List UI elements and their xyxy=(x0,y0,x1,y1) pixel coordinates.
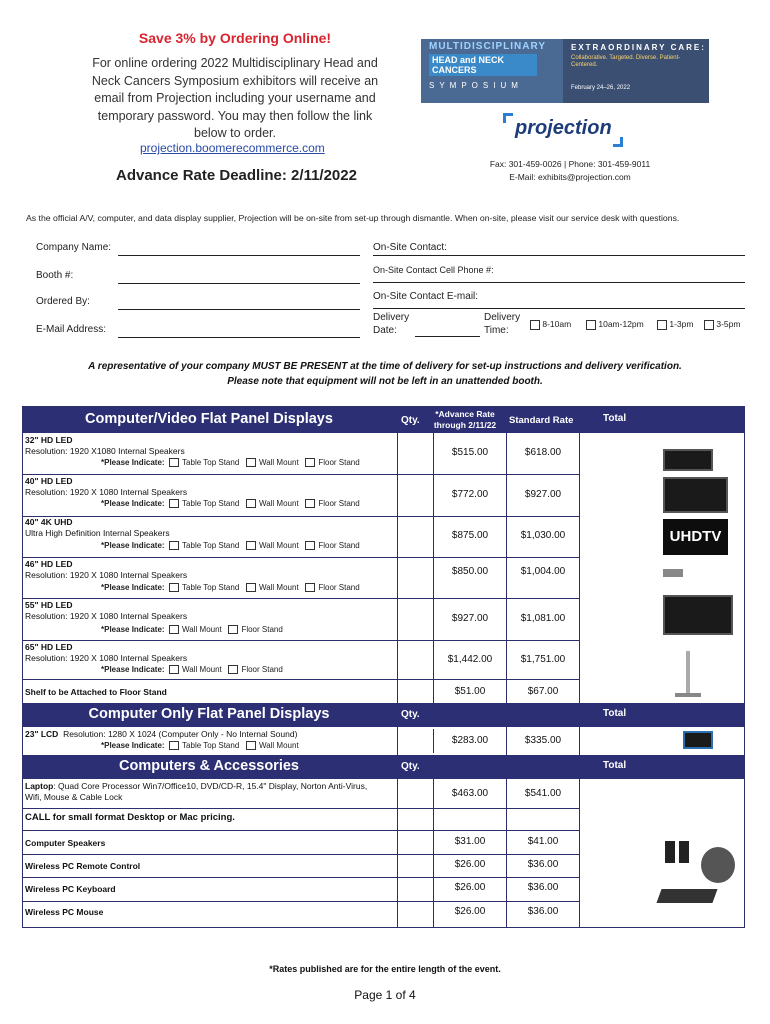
delivery-date-label xyxy=(373,311,409,337)
option-label: Wall Mount xyxy=(258,741,299,750)
item-name: Computer Speakers xyxy=(25,838,106,848)
option-checkbox[interactable] xyxy=(169,583,179,592)
option-checkbox[interactable] xyxy=(169,499,179,508)
stand-options xyxy=(101,583,360,592)
col-qty: Qty. xyxy=(401,709,420,720)
option-checkbox[interactable] xyxy=(305,499,315,508)
item-name: 46" HD LED xyxy=(25,559,73,569)
advance-price: $1,442.00 xyxy=(447,654,493,665)
projection-logo xyxy=(503,113,623,147)
save-title: Save 3% by Ordering Online! xyxy=(138,30,332,46)
option-checkbox[interactable] xyxy=(246,458,256,467)
advance-price: $51.00 xyxy=(454,686,486,697)
option-checkbox[interactable] xyxy=(169,541,179,550)
item-spec: : Quad Core Processor Win7/Office10, DVD/CD-R, 15.4" Display, Norton Anti-Virus, Wifi, Mouse & Cable Lock xyxy=(25,781,368,802)
advance-price: $772.00 xyxy=(451,489,489,500)
option-checkbox[interactable] xyxy=(246,741,256,750)
please-indicate: *Please Indicate: xyxy=(101,741,165,750)
option-label: Wall Mount xyxy=(258,541,299,550)
company-name-field[interactable] xyxy=(118,255,360,256)
option-label: Wall Mount xyxy=(182,665,222,674)
option-checkbox[interactable] xyxy=(305,458,315,467)
advance-price: $283.00 xyxy=(451,735,489,746)
option-label: Floor Stand xyxy=(318,541,360,550)
col-qty: Qty. xyxy=(401,761,420,772)
stand-options xyxy=(101,541,360,550)
pricing-table xyxy=(22,406,745,928)
option-checkbox[interactable] xyxy=(228,625,238,634)
fax-phone: Fax: 301-459-0026 | Phone: 301-459-9011 xyxy=(489,159,651,169)
item-spec: Resolution: 1920 X 1080 Internal Speakers xyxy=(25,652,188,663)
item-name: 65" HD LED xyxy=(25,642,73,652)
item-name: Wireless PC Mouse xyxy=(25,907,104,917)
time-checkbox[interactable] xyxy=(704,320,714,330)
option-checkbox[interactable] xyxy=(169,458,179,467)
item-name: Laptop xyxy=(25,781,54,791)
option-checkbox[interactable] xyxy=(169,741,179,750)
advance-price: $927.00 xyxy=(451,613,489,624)
option-label: Floor Stand xyxy=(241,625,283,634)
remote-image xyxy=(701,847,735,883)
banner-line2: HEAD and NECK CANCERS xyxy=(429,54,537,76)
option-label: Wall Mount xyxy=(258,499,299,508)
option-checkbox[interactable] xyxy=(246,583,256,592)
ordered-by-field[interactable] xyxy=(118,309,360,310)
standard-price: $335.00 xyxy=(524,735,562,746)
floor-stand-image xyxy=(686,651,690,693)
advance-price: $463.00 xyxy=(451,788,489,799)
please-indicate: *Please Indicate: xyxy=(101,541,165,550)
uhd-tv-image: UHDTV xyxy=(663,519,728,555)
option-label: Floor Stand xyxy=(318,458,360,467)
time-label: 3-5pm xyxy=(716,319,741,329)
standard-price: $927.00 xyxy=(524,489,562,500)
col-advance: *Advance Rate through 2/11/22 xyxy=(433,409,497,430)
tv-image xyxy=(663,595,733,635)
advance-price: $31.00 xyxy=(454,836,486,847)
time-label: 1-3pm xyxy=(669,319,694,329)
section-title: Computer/Video Flat Panel Displays xyxy=(85,411,333,427)
please-indicate: *Please Indicate: xyxy=(101,458,165,467)
standard-price: $36.00 xyxy=(527,906,559,917)
delivery-date-label-1: Delivery xyxy=(373,312,410,323)
rates-footnote: *Rates published are for the entire length of the event. xyxy=(269,964,501,974)
option-checkbox[interactable] xyxy=(228,665,238,674)
section-header-computer-displays xyxy=(23,703,744,727)
option-checkbox[interactable] xyxy=(305,541,315,550)
item-spec: Resolution: 1280 X 1024 (Computer Only - No Internal Sound) xyxy=(63,729,298,739)
representative-note xyxy=(0,359,770,389)
option-checkbox[interactable] xyxy=(246,541,256,550)
delivery-time-label-1: Delivery xyxy=(484,312,521,323)
banner-right3: February 24–26, 2022 xyxy=(571,85,631,91)
standard-price: $1,751.00 xyxy=(520,654,566,665)
standard-price: $67.00 xyxy=(527,686,559,697)
item-name: Shelf to be Attached to Floor Stand xyxy=(25,687,167,697)
section-title: Computer Only Flat Panel Displays xyxy=(88,706,330,722)
company-name-label: Company Name: xyxy=(36,242,112,253)
advance-price: $850.00 xyxy=(451,566,489,577)
item-name: 32" HD LED xyxy=(25,435,73,445)
banner-right1: EXTRAORDINARY CARE: xyxy=(571,43,706,52)
option-label: Floor Stand xyxy=(318,583,360,592)
standard-price: $1,081.00 xyxy=(520,613,566,624)
option-label: Table Top Stand xyxy=(182,499,240,508)
advance-price: $515.00 xyxy=(451,447,489,458)
col-qty: Qty. xyxy=(401,415,420,426)
option-label: Table Top Stand xyxy=(182,583,240,592)
time-checkbox[interactable] xyxy=(657,320,667,330)
stand-options xyxy=(101,499,360,508)
time-label: 8-10am xyxy=(542,319,572,329)
col-total: Total xyxy=(603,413,627,424)
product-logo-image xyxy=(663,569,683,577)
standard-price: $618.00 xyxy=(524,447,562,458)
keyboard-image xyxy=(656,889,717,903)
stand-options xyxy=(101,741,299,750)
deadline-heading: Advance Rate Deadline: 2/11/2022 xyxy=(116,167,357,184)
option-label: Table Top Stand xyxy=(182,458,240,467)
item-spec: Resolution: 1920 X1080 Internal Speakers xyxy=(25,445,185,456)
banner-line1: MULTIDISCIPLINARY xyxy=(429,41,546,52)
intro-text: For online ordering 2022 Multidisciplinary Head and Neck Cancers Symposium exhibitors will receive an email from Projection including your username and temporary password. You may then follow the link below to order. xyxy=(91,56,379,140)
option-checkbox[interactable] xyxy=(305,583,315,592)
option-label: Wall Mount xyxy=(258,583,299,592)
time-checkbox[interactable] xyxy=(530,320,540,330)
col-total: Total xyxy=(603,760,627,771)
standard-price: $541.00 xyxy=(524,788,562,799)
speaker-image xyxy=(679,841,689,863)
option-label: Table Top Stand xyxy=(182,741,240,750)
stand-options xyxy=(101,625,283,634)
call-note: CALL for small format Desktop or Mac pricing. xyxy=(25,812,235,823)
page-number: Page 1 of 4 xyxy=(354,988,416,1002)
col-total: Total xyxy=(603,708,627,719)
advance-price: $26.00 xyxy=(454,882,486,893)
item-name: 55" HD LED xyxy=(25,600,73,610)
please-indicate: *Please Indicate: xyxy=(101,583,165,592)
delivery-time-option-3[interactable] xyxy=(657,319,693,330)
section-title: Computers & Accessories xyxy=(119,758,299,774)
onsite-email-field[interactable] xyxy=(373,308,745,309)
item-spec: Resolution: 1920 X 1080 Internal Speakers xyxy=(25,486,188,497)
section-header-computers xyxy=(23,755,744,779)
banner-line3: SYMPOSIUM xyxy=(429,81,523,90)
please-indicate: *Please Indicate: xyxy=(101,499,165,508)
logo-text: projection xyxy=(515,117,612,139)
option-label: Floor Stand xyxy=(318,499,360,508)
item-spec: Resolution: 1920 X 1080 Internal Speakers xyxy=(25,569,188,580)
please-indicate: *Please Indicate: xyxy=(101,625,165,634)
onsite-cell-field[interactable] xyxy=(373,282,745,283)
stand-options xyxy=(101,665,283,674)
tv-image xyxy=(663,449,713,471)
item-name: 40" HD LED xyxy=(25,476,73,486)
advance-price: $26.00 xyxy=(454,859,486,870)
onsite-email-label: On-Site Contact E-mail: xyxy=(373,291,479,302)
advance-price: $875.00 xyxy=(451,530,489,541)
standard-price: $1,004.00 xyxy=(520,566,566,577)
floor-stand-base xyxy=(675,693,701,697)
standard-price: $41.00 xyxy=(527,836,559,847)
onsite-contact-label: On-Site Contact: xyxy=(373,242,447,253)
option-label: Table Top Stand xyxy=(182,541,240,550)
option-label: Wall Mount xyxy=(182,625,222,634)
monitor-image xyxy=(683,731,713,749)
contact-email: E-Mail: exhibits@projection.com xyxy=(509,172,631,182)
option-label: Floor Stand xyxy=(241,665,283,674)
email-address-label: E-Mail Address: xyxy=(36,324,107,335)
banner-right2: Collaborative. Targeted. Diverse. Patient-Centered. xyxy=(571,55,681,68)
email-address-field[interactable] xyxy=(118,337,360,338)
ordering-link[interactable]: projection.boomerecommerce.com xyxy=(140,141,325,155)
delivery-date-field[interactable] xyxy=(415,336,480,337)
col-standard: Standard Rate xyxy=(509,415,574,426)
tv-image xyxy=(663,477,728,513)
option-checkbox[interactable] xyxy=(169,625,179,634)
rep-note-line2: Please note that equipment will not be left in an unattended booth. xyxy=(227,376,543,387)
item-name: 23" LCD xyxy=(25,729,59,739)
standard-price: $36.00 xyxy=(527,859,559,870)
contact-info xyxy=(470,158,670,184)
booth-label: Booth #: xyxy=(36,270,74,281)
delivery-time-option-2[interactable] xyxy=(586,319,644,330)
delivery-time-option-4[interactable] xyxy=(704,319,740,330)
delivery-time-option-1[interactable] xyxy=(530,319,571,330)
stand-options xyxy=(101,458,360,467)
symposium-banner xyxy=(421,39,709,103)
option-checkbox[interactable] xyxy=(246,499,256,508)
speaker-image xyxy=(665,841,675,863)
delivery-time-label-2: Time: xyxy=(484,325,509,336)
onsite-contact-field[interactable] xyxy=(373,255,745,256)
item-spec: Ultra High Definition Internal Speakers xyxy=(25,527,170,538)
time-label: 10am-12pm xyxy=(598,319,644,329)
option-checkbox[interactable] xyxy=(169,665,179,674)
time-checkbox[interactable] xyxy=(586,320,596,330)
delivery-time-label xyxy=(484,311,520,337)
ordered-by-label: Ordered By: xyxy=(36,296,90,307)
booth-field[interactable] xyxy=(118,283,360,284)
onsite-cell-label: On-Site Contact Cell Phone #: xyxy=(373,265,494,275)
item-name: 40" 4K UHD xyxy=(25,517,73,527)
official-note: As the official A/V, computer, and data display supplier, Projection will be on-site from set-up through dismantle. When on-site, please visit our service desk with questions. xyxy=(26,213,680,223)
section-header-displays xyxy=(23,407,744,433)
standard-price: $36.00 xyxy=(527,882,559,893)
please-indicate: *Please Indicate: xyxy=(101,665,165,674)
standard-price: $1,030.00 xyxy=(520,530,566,541)
rep-note-line1: A representative of your company MUST BE PRESENT at the time of delivery for set-up instructions and delivery verification. xyxy=(88,361,682,372)
advance-price: $26.00 xyxy=(454,906,486,917)
item-name: Wireless PC Keyboard xyxy=(25,884,116,894)
item-name: Wireless PC Remote Control xyxy=(25,861,141,871)
delivery-date-label-2: Date: xyxy=(373,325,397,336)
option-label: Wall Mount xyxy=(258,458,299,467)
item-spec: Resolution: 1920 X 1080 Internal Speakers xyxy=(25,610,188,621)
